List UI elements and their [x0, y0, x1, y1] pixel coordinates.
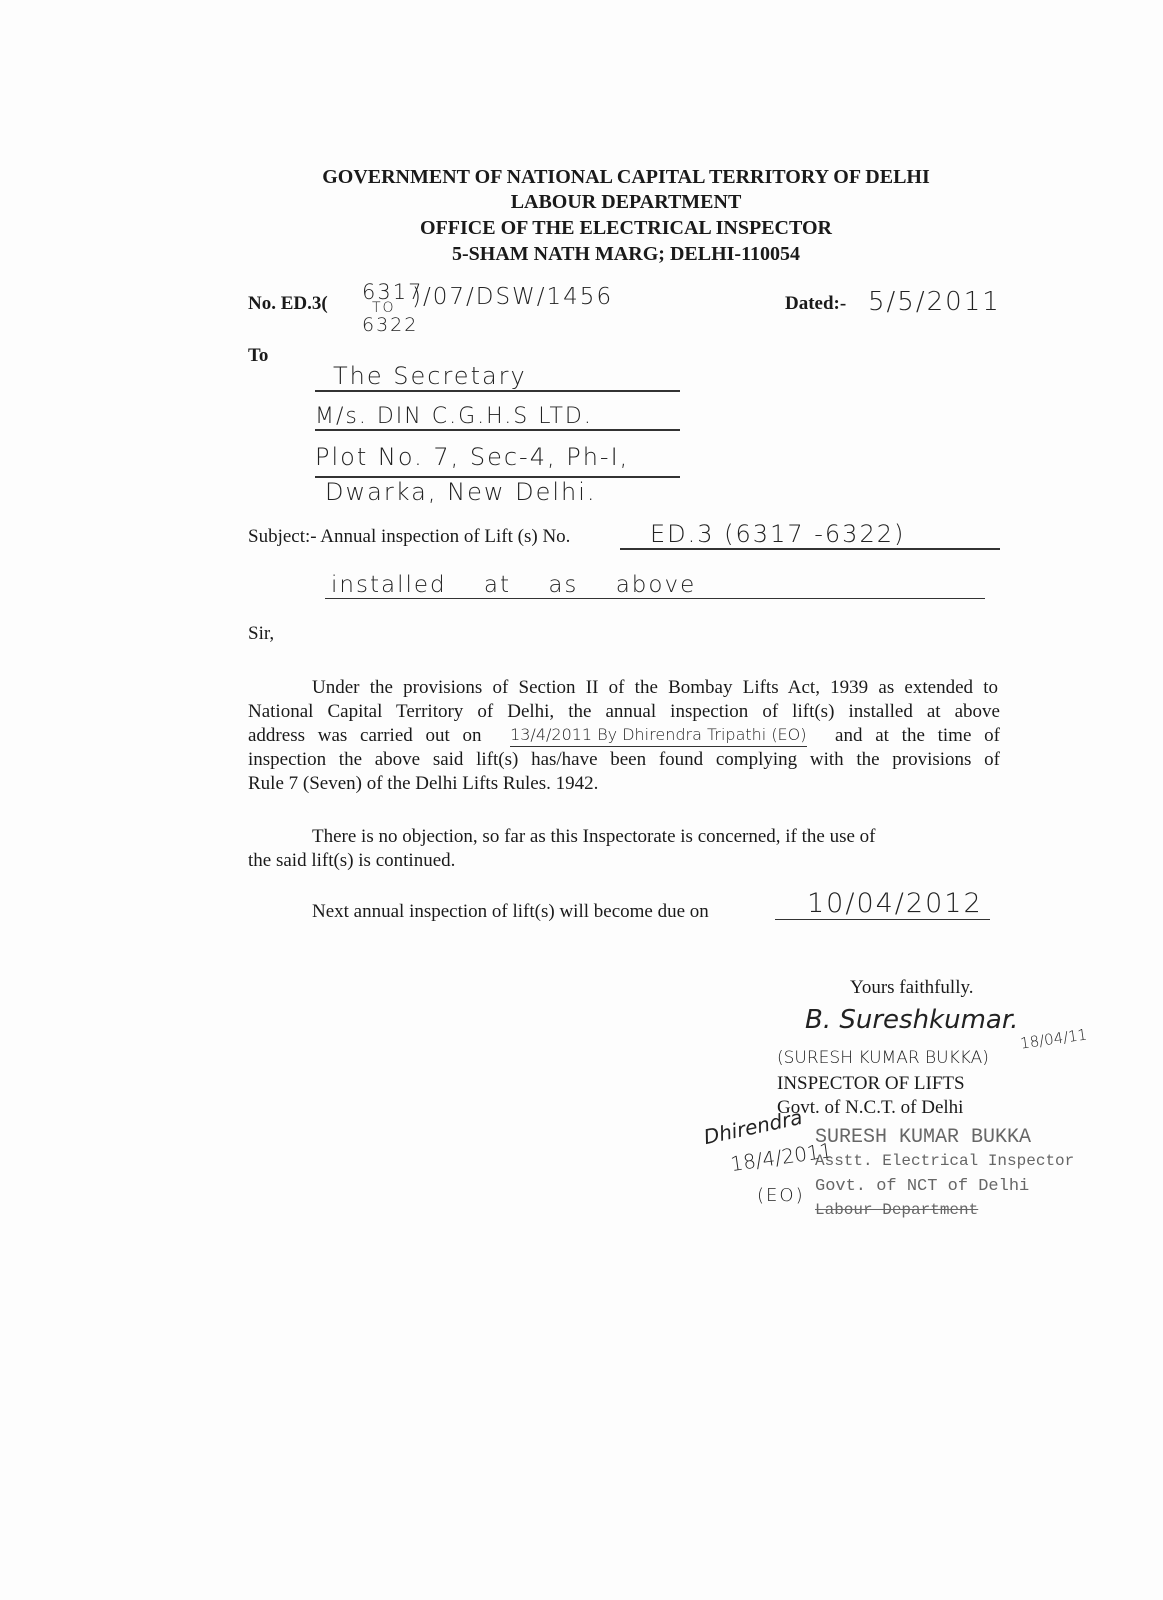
- countersign-date: 18/4/2011: [728, 1137, 834, 1177]
- reference-range-to: 6322: [362, 314, 419, 336]
- signatory-title: INSPECTOR OF LIFTS: [777, 1073, 965, 1094]
- body-p1-line4: inspection the above said lift(s) has/have been found complying with the provisions of: [248, 749, 1000, 770]
- signature-date: 18/04/11: [1019, 1025, 1089, 1053]
- header-line-4: 5-SHAM NATH MARG; DELHI-110054: [452, 243, 800, 265]
- address-line-1: The Secretary: [315, 362, 680, 392]
- address-line-4: Dwarka, New Delhi.: [325, 478, 597, 506]
- body-p2-line1: There is no objection, so far as this Inspectorate is concerned, if the use of: [312, 826, 876, 847]
- signature: B. Sureshkumar.: [805, 1005, 1019, 1035]
- closing: Yours faithfully.: [850, 977, 974, 998]
- next-inspection-date: 10/04/2012: [775, 888, 990, 920]
- header-line-1: GOVERNMENT OF NATIONAL CAPITAL TERRITORY OF DELHI: [322, 166, 930, 188]
- body-p2-line2: the said lift(s) is continued.: [248, 850, 456, 871]
- body-p1-line3-start: address was carried out on: [248, 725, 482, 746]
- stamp-dept: Labour Department: [815, 1201, 979, 1219]
- to-label: To: [248, 345, 269, 366]
- address-line-3: Plot No. 7, Sec-4, Ph-I,: [315, 443, 630, 471]
- dated-label: Dated:-: [785, 293, 847, 314]
- body-p1-line2: National Capital Territory of Delhi, the annual inspection of lift(s) installed at above: [248, 701, 1000, 722]
- dated-value: 5/5/2011: [868, 287, 1001, 317]
- subject-label: Subject:- Annual inspection of Lift (s) No.: [248, 526, 571, 547]
- reference-prefix: No. ED.3(: [248, 293, 328, 314]
- body-p1-line5: Rule 7 (Seven) of the Delhi Lifts Rules. 1942.: [248, 773, 599, 794]
- address-line-2: M/s. DIN C.G.H.S LTD.: [315, 404, 680, 431]
- body-p1-line1: Under the provisions of Section II of the Bombay Lifts Act, 1939 as extended to: [312, 677, 998, 698]
- reference-range-to-word: TO: [372, 300, 396, 316]
- header-line-3: OFFICE OF THE ELECTRICAL INSPECTOR: [420, 217, 832, 239]
- countersign-role: (EO): [757, 1185, 805, 1206]
- signatory-name: (SURESH KUMAR BUKKA): [777, 1048, 989, 1068]
- reference-range-from: 6317: [362, 280, 424, 304]
- signatory-govt: Govt. of N.C.T. of Delhi: [777, 1097, 964, 1118]
- inspection-details-handwritten: 13/4/2011 By Dhirendra Tripathi (EO): [510, 725, 806, 747]
- stamp-govt: Govt. of NCT of Delhi: [815, 1177, 1030, 1196]
- header-line-2: LABOUR DEPARTMENT: [510, 191, 742, 213]
- stamp-title: Asstt. Electrical Inspector: [815, 1152, 1075, 1170]
- reference-suffix: )/07/DSW/1456: [412, 284, 614, 310]
- body-p1-line3: [248, 725, 1000, 747]
- salutation: Sir,: [248, 623, 275, 644]
- subject-lift-number: ED.3 (6317 -6322): [620, 520, 1000, 550]
- subject-installed: installed at as above: [325, 572, 985, 599]
- countersignature: Dhirendra: [701, 1104, 805, 1150]
- next-inspection-label: Next annual inspection of lift(s) will become due on: [312, 901, 709, 922]
- body-p1-line3-end: and at the time of: [835, 725, 1000, 746]
- stamp-name: SURESH KUMAR BUKKA: [815, 1126, 1032, 1149]
